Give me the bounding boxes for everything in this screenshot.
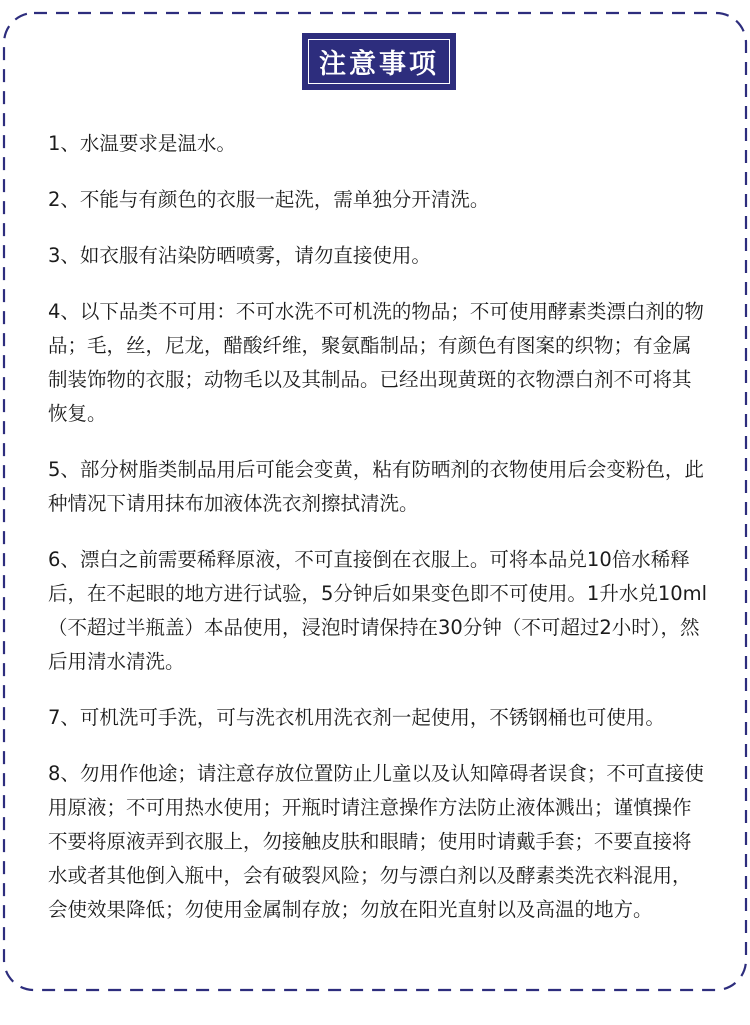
title-banner [302, 33, 456, 90]
page-title: 注意事项 [319, 49, 439, 80]
note-item-6: 6、漂白之前需要稀释原液，不可直接倒在衣服上。可将本品兑10倍水稀释后，在不起眼的地方进行试验，5分钟后如果变色即不可使用。1升水兑10ml（不超过半瓶盖）本品使用，浸泡时请保持在30分钟（不可超过2小时），然后用清水清洗。 [48, 548, 708, 673]
note-item-3: 3、如衣服有沾染防晒喷雾，请勿直接使用。 [48, 244, 431, 267]
note-item-1: 1、水温要求是温水。 [48, 132, 236, 155]
notes-list [48, 127, 708, 949]
note-item-8: 8、勿用作他途；请注意存放位置防止儿童以及认知障碍者误食；不可直接使用原液；不可用热水使用；开瓶时请注意操作方法防止液体溅出；谨慎操作不要将原液弄到衣服上，勿接触皮肤和眼睛；使用时请戴手套；不要直接将水或者其他倒入瓶中，会有破裂风险；勿与漂白剂以及酵素类洗衣料混用，会使效果降低；勿使用金属制存放；勿放在阳光直射以及高温的地方。 [48, 762, 704, 921]
note-item-7: 7、可机洗可手洗，可与洗衣机用洗衣剂一起使用，不锈钢桶也可使用。 [48, 706, 665, 729]
note-item-2: 2、不能与有颜色的衣服一起洗，需单独分开清洗。 [48, 188, 490, 211]
note-item-5: 5、部分树脂类制品用后可能会变黄，粘有防晒剂的衣物使用后会变粉色，此种情况下请用抹布加液体洗衣剂擦拭清洗。 [48, 458, 704, 515]
note-item-4: 4、以下品类不可用：不可水洗不可机洗的物品；不可使用酵素类漂白剂的物品；毛，丝，尼龙，醋酸纤维，聚氨酯制品；有颜色有图案的织物；有金属制装饰物的衣服；动物毛以及其制品。已经出现黄斑的衣物漂白剂不可将其恢复。 [48, 300, 704, 425]
